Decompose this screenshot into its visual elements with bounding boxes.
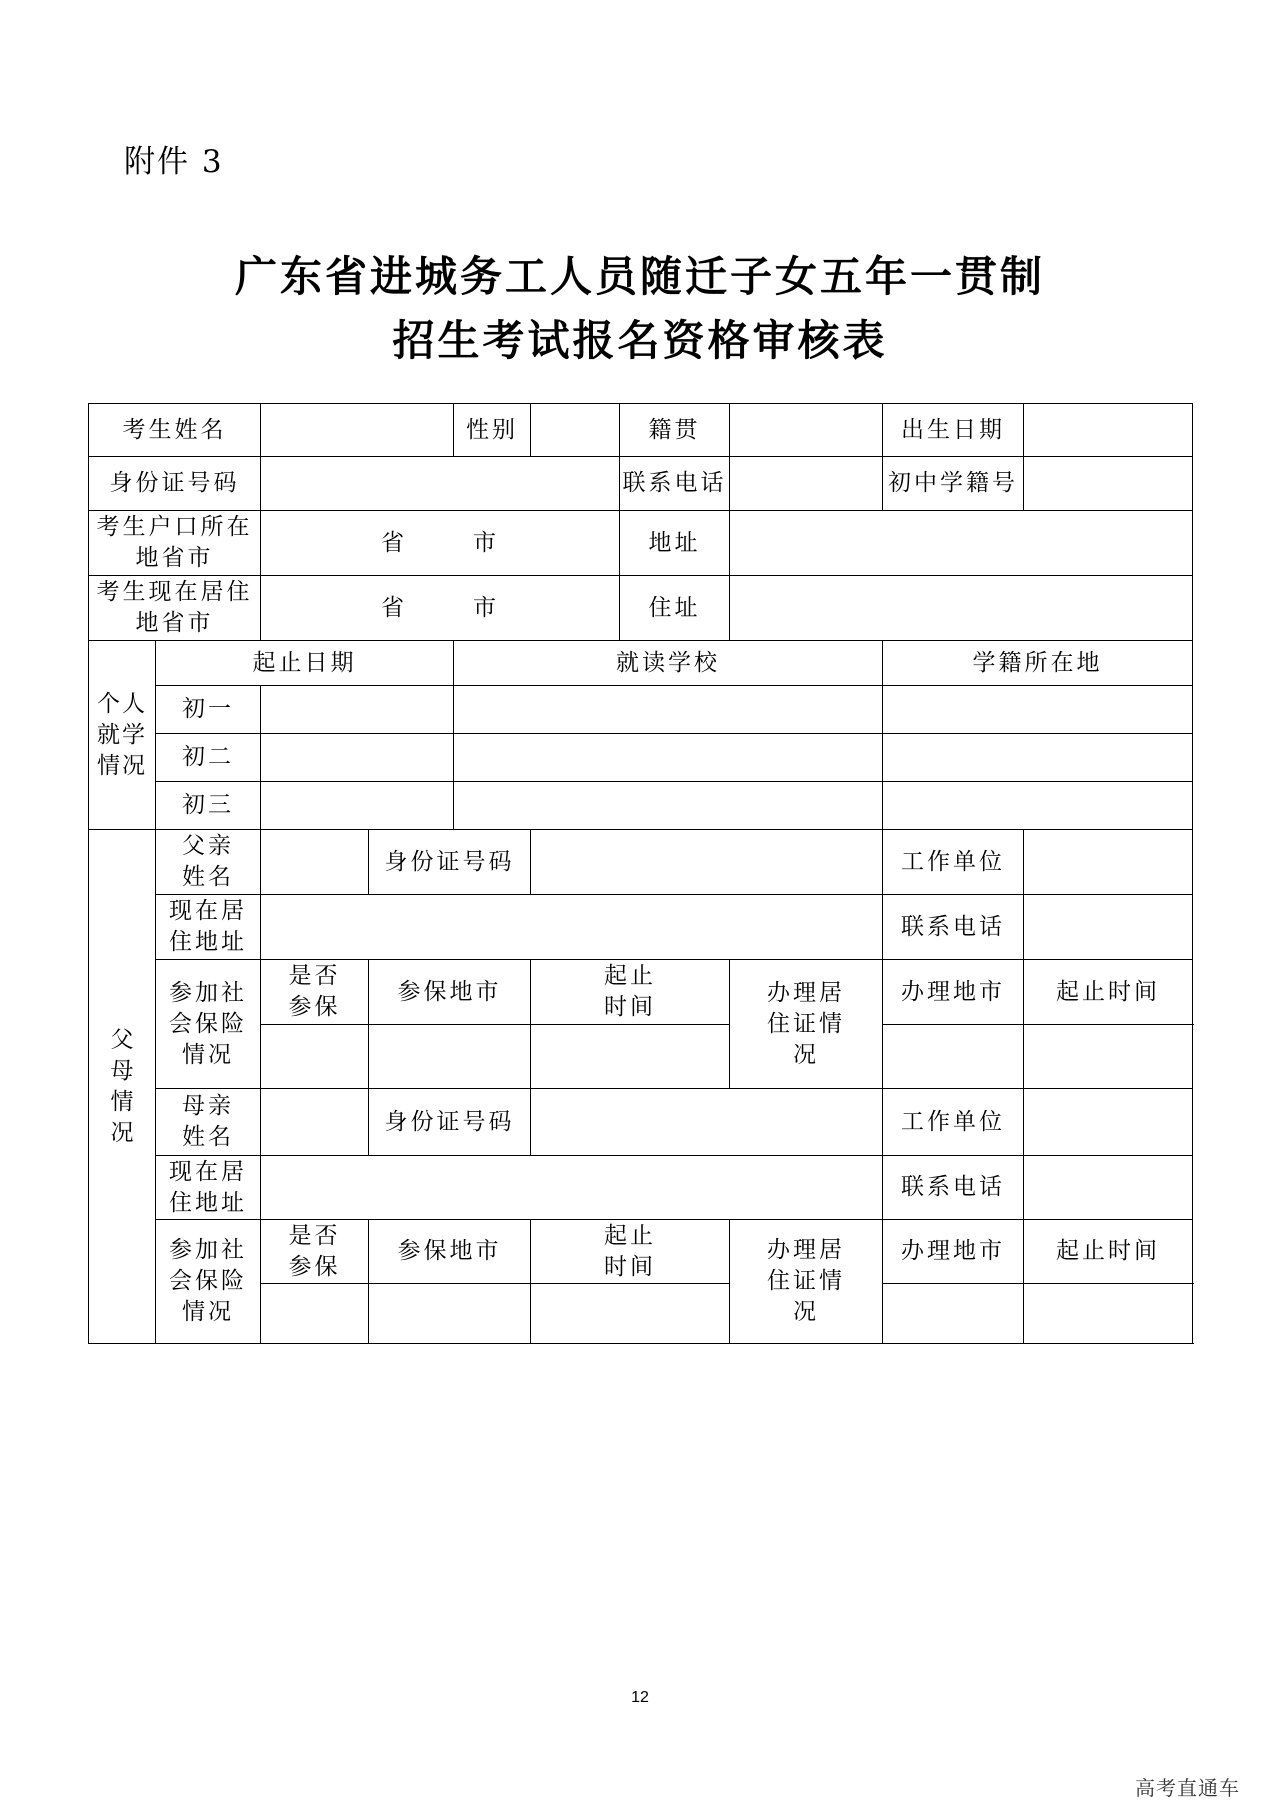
- field-father-insured[interactable]: [261, 1025, 369, 1089]
- field-grade-2-location[interactable]: [883, 734, 1193, 782]
- field-grade-3-dates[interactable]: [261, 782, 454, 830]
- watermark: 高考直通车: [1135, 1776, 1240, 1800]
- label-native-place: 籍贯: [620, 404, 730, 457]
- field-grade-2-dates[interactable]: [261, 734, 454, 782]
- mother-insurance-header-row: [89, 1220, 1193, 1284]
- label-mother-permit-period: 起止时间: [1024, 1220, 1193, 1284]
- label-mother-phone: 联系电话: [883, 1156, 1024, 1220]
- field-mother-insured-city[interactable]: [369, 1284, 531, 1344]
- field-residence-address[interactable]: [730, 576, 1193, 641]
- form-title-line-1: 广东省进城务工人员随迁子女五年一贯制: [234, 252, 1045, 301]
- label-father-insurance-period: 起止时间: [531, 960, 730, 1025]
- field-mother-insured[interactable]: [261, 1284, 369, 1344]
- label-grade-1: 初一: [156, 686, 261, 734]
- label-mother-id: 身份证号码: [369, 1089, 531, 1156]
- form-row-id-info: [89, 457, 1193, 511]
- label-household-address: 地址: [620, 511, 730, 576]
- text-province: 省: [381, 594, 407, 621]
- label-mother-social-insurance: 参加社会保险情况: [156, 1220, 261, 1344]
- label-father-insured: 是否参保: [261, 960, 369, 1025]
- label-birth-date: 出生日期: [883, 404, 1024, 457]
- field-candidate-name[interactable]: [261, 404, 454, 457]
- field-grade-1-location[interactable]: [883, 686, 1193, 734]
- field-father-permit-city[interactable]: [883, 1025, 1024, 1089]
- form-row-household-registration: [89, 511, 1193, 576]
- education-row-grade-2: [89, 734, 1193, 782]
- field-id-number[interactable]: [261, 457, 620, 511]
- field-grade-1-dates[interactable]: [261, 686, 454, 734]
- label-candidate-name: 考生姓名: [89, 404, 261, 457]
- label-father-name: 父亲姓名: [156, 830, 261, 895]
- field-grade-2-school[interactable]: [454, 734, 883, 782]
- field-household-address[interactable]: [730, 511, 1193, 576]
- field-gender[interactable]: [531, 404, 620, 457]
- label-mother-work-unit: 工作单位: [883, 1089, 1024, 1156]
- field-mother-phone[interactable]: [1024, 1156, 1193, 1220]
- text-province: 省: [381, 529, 407, 556]
- label-mother-address: 现在居住地址: [156, 1156, 261, 1220]
- label-household-province-city: 考生户口所在地省市: [89, 511, 261, 576]
- header-dates: 起止日期: [156, 641, 454, 686]
- field-mother-work-unit[interactable]: [1024, 1089, 1193, 1156]
- label-father-work-unit: 工作单位: [883, 830, 1024, 895]
- label-father-social-insurance: 参加社会保险情况: [156, 960, 261, 1089]
- mother-address-row: [89, 1156, 1193, 1220]
- page-number: 12: [631, 1689, 649, 1706]
- label-residence-province-city: 考生现在居住地省市: [89, 576, 261, 641]
- label-mother-permit-city: 办理地市: [883, 1220, 1024, 1284]
- label-education-section: 个人就学情况: [89, 641, 156, 830]
- field-mother-insurance-period[interactable]: [531, 1284, 730, 1344]
- field-father-permit-period[interactable]: [1024, 1025, 1193, 1089]
- field-father-id[interactable]: [531, 830, 883, 895]
- education-row-grade-3: [89, 782, 1193, 830]
- label-residence-address: 住址: [620, 576, 730, 641]
- field-father-insured-city[interactable]: [369, 1025, 531, 1089]
- field-contact-phone[interactable]: [730, 457, 883, 511]
- field-mother-address[interactable]: [261, 1156, 883, 1220]
- field-father-work-unit[interactable]: [1024, 830, 1193, 895]
- field-father-name[interactable]: [261, 830, 369, 895]
- father-info-row: [89, 830, 1193, 895]
- field-school-registration-no[interactable]: [1024, 457, 1193, 511]
- label-father-id: 身份证号码: [369, 830, 531, 895]
- field-mother-permit-city[interactable]: [883, 1284, 1024, 1344]
- header-school: 就读学校: [454, 641, 883, 686]
- field-grade-3-school[interactable]: [454, 782, 883, 830]
- field-mother-id[interactable]: [531, 1089, 883, 1156]
- label-gender: 性别: [454, 404, 531, 457]
- registration-review-form: [88, 403, 1193, 1344]
- label-father-permit-period: 起止时间: [1024, 960, 1193, 1025]
- text-city: 市: [473, 594, 499, 621]
- field-birth-date[interactable]: [1024, 404, 1193, 457]
- label-mother-name: 母亲姓名: [156, 1089, 261, 1156]
- education-row-grade-1: [89, 686, 1193, 734]
- label-id-number: 身份证号码: [89, 457, 261, 511]
- form-row-current-residence: [89, 576, 1193, 641]
- label-father-permit-city: 办理地市: [883, 960, 1024, 1025]
- label-contact-phone: 联系电话: [620, 457, 730, 511]
- label-grade-3: 初三: [156, 782, 261, 830]
- label-mother-insured-city: 参保地市: [369, 1220, 531, 1284]
- education-header-row: [89, 641, 1193, 686]
- label-mother-insurance-period: 起止时间: [531, 1220, 730, 1284]
- mother-info-row: [89, 1089, 1193, 1156]
- label-parents-section: 父母情况: [89, 830, 156, 1344]
- field-household-province-city[interactable]: [261, 511, 620, 576]
- label-mother-insured: 是否参保: [261, 1220, 369, 1284]
- label-father-residence-permit: 办理居住证情况: [730, 960, 883, 1089]
- header-registration-location: 学籍所在地: [883, 641, 1193, 686]
- father-address-row: [89, 895, 1193, 960]
- label-grade-2: 初二: [156, 734, 261, 782]
- field-father-address[interactable]: [261, 895, 883, 960]
- form-row-basic-info: [89, 404, 1193, 457]
- label-father-phone: 联系电话: [883, 895, 1024, 960]
- field-grade-3-location[interactable]: [883, 782, 1193, 830]
- field-mother-permit-period[interactable]: [1024, 1284, 1193, 1344]
- text-city: 市: [473, 529, 499, 556]
- field-native-place[interactable]: [730, 404, 883, 457]
- field-grade-1-school[interactable]: [454, 686, 883, 734]
- father-insurance-header-row: [89, 960, 1193, 1025]
- form-title-line-2: 招生考试报名资格审核表: [392, 316, 888, 365]
- attachment-label: 附件 3: [124, 144, 224, 180]
- field-mother-name[interactable]: [261, 1089, 369, 1156]
- field-residence-province-city[interactable]: [261, 576, 620, 641]
- label-father-address: 现在居住地址: [156, 895, 261, 960]
- field-father-phone[interactable]: [1024, 895, 1193, 960]
- label-mother-residence-permit: 办理居住证情况: [730, 1220, 883, 1344]
- field-father-insurance-period[interactable]: [531, 1025, 730, 1089]
- label-father-insured-city: 参保地市: [369, 960, 531, 1025]
- label-school-registration-no: 初中学籍号: [883, 457, 1024, 511]
